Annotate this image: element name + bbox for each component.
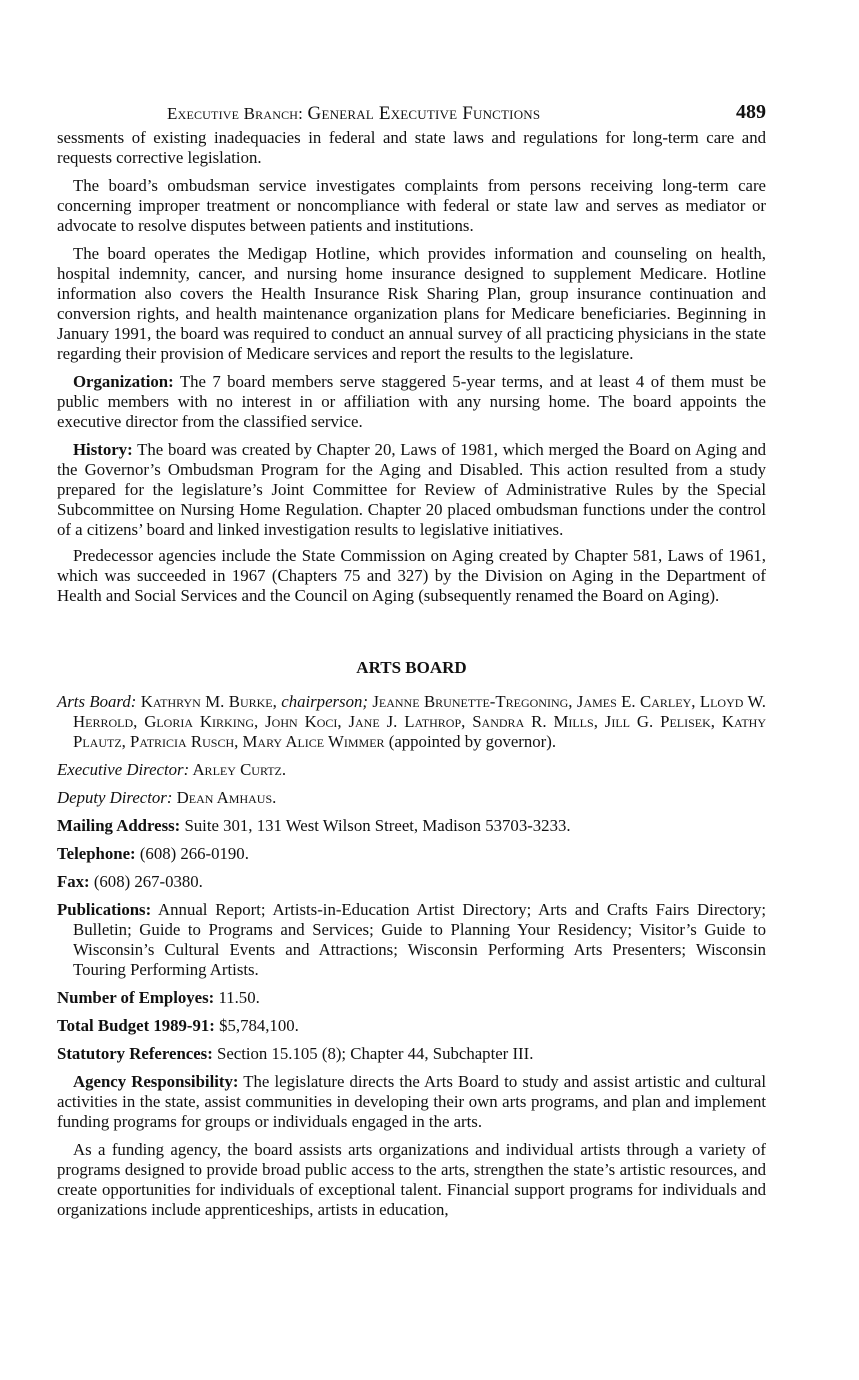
deputy-director-label: Deputy Director: [57, 788, 173, 807]
paragraph-predecessor: Predecessor agencies include the State Commission on Aging created by Chapter 581, Laws of 1961, which was succeeded in 1967 (Chapters 75 and 327) by the Division on Aging in the Department of Health and Social Services and the Council on Aging (subsequently renamed the Board on Aging). [57, 546, 766, 605]
employees-line [57, 988, 766, 1008]
running-header [57, 98, 766, 128]
arts-board-chair-role: chairperson; [281, 692, 368, 711]
fax-value: (608) 267-0380. [89, 872, 203, 891]
employees-value: 11.50. [214, 988, 260, 1007]
employees-label: Number of Employes: [57, 988, 215, 1007]
statutory-references-line [57, 1044, 766, 1064]
section-heading-arts-board: ARTS BOARD [356, 658, 467, 677]
paragraph-history [57, 440, 766, 540]
deputy-director-name: Dean Amhaus. [172, 788, 277, 807]
budget-value: $5,784,100. [214, 1016, 299, 1035]
running-title [167, 104, 540, 124]
budget-label: Total Budget 1989-91: [57, 1016, 215, 1035]
page-number: 489 [736, 101, 766, 123]
running-title-part-b: General Executive Functions [307, 103, 541, 124]
arts-board-appointed-note: (appointed by governor). [384, 732, 557, 751]
telephone-line [57, 844, 766, 864]
publications-value: Annual Report; Artists-in-Education Artist Directory; Arts and Crafts Fairs Directory; Bulletin; Guide to Programs and Services; Guide to Planning Your Residency; Visitor’s Guide to Wisconsin’s Cultural Events and Attractions; Wisconsin Performing Arts Presenters; Wisconsin Touring Performing Artists. [73, 900, 766, 979]
publications-line [57, 900, 766, 980]
history-text: The board was created by Chapter 20, Laws of 1981, which merged the Board on Aging and the Governor’s Ombudsman Program for the Aging and Disabled. This action resulted from a study prepared for the legislature’s Joint Committee for Review of Administrative Rules by the Special Subcommittee on Nursing Home Regulation. Chapter 20 placed ombudsman functions under the control of a citizens’ board and linked investigation results to legislative initiatives. [57, 440, 766, 539]
paragraph-funding-agency: As a funding agency, the board assists arts organizations and individual artists through a variety of programs designed to provide broad public access to the arts, strengthen the state’s artistic resources, and create opportunities for individuals of exceptional talent. Financial support programs for individuals and organizations include apprenticeships, artists in education, [57, 1140, 766, 1219]
statutory-references-label: Statutory References: [57, 1044, 213, 1063]
mailing-address-label: Mailing Address: [57, 816, 181, 835]
mailing-address-value: Suite 301, 131 West Wilson Street, Madison 53703-3233. [180, 816, 571, 835]
organization-text: The 7 board members serve staggered 5-year terms, and at least 4 of them must be public members with no interest in or affiliation with any nursing home. The board appoints the executive director from the classified service. [57, 372, 766, 431]
publications-label: Publications: [57, 900, 152, 919]
history-label: History: [73, 440, 133, 459]
paragraph-agency-responsibility [57, 1072, 766, 1132]
budget-line [57, 1016, 766, 1036]
running-title-part-a: Executive Branch: [167, 104, 304, 123]
paragraph-ombudsman: The board’s ombudsman service investigates complaints from persons receiving long-term care concerning improper treatment or noncompliance with federal or state law and serves as mediator or advocate to resolve disputes between patients and institutions. [57, 176, 766, 235]
deputy-director-line [57, 788, 766, 808]
document-page [57, 98, 766, 1220]
telephone-value: (608) 266-0190. [135, 844, 249, 863]
agency-responsibility-text: The legislature directs the Arts Board to study and assist artistic and cultural activities in the state, assist communities in developing their own arts programs, and plan and implement funding programs for groups or individuals engaged in the arts. [57, 1072, 766, 1131]
statutory-references-value: Section 15.105 (8); Chapter 44, Subchapter III. [212, 1044, 534, 1063]
paragraph-organization [57, 372, 766, 432]
paragraph-medigap: The board operates the Medigap Hotline, which provides information and counseling on health, hospital indemnity, cancer, and nursing home insurance designed to supplement Medicare. Hotline information also covers the Health Insurance Risk Sharing Plan, group insurance continuation and conversion rights, and health maintenance organization plans for Medicare beneficiaries. Beginning in January 1991, the board was required to conduct an annual survey of all practicing physicians in the state regarding their provision of Medicare services and report the results to the legislature. [57, 244, 766, 363]
agency-responsibility-label: Agency Responsibility: [73, 1072, 239, 1091]
paragraph-continuation: sessments of existing inadequacies in federal and state laws and regulations for long-term care and requests corrective legislation. [57, 128, 766, 167]
fax-line [57, 872, 766, 892]
fax-label: Fax: [57, 872, 90, 891]
arts-board-label: Arts Board: [57, 692, 137, 711]
arts-board-members [57, 692, 766, 752]
telephone-label: Telephone: [57, 844, 136, 863]
mailing-address-line [57, 816, 766, 836]
executive-director-label: Executive Director: [57, 760, 190, 779]
arts-board-chair-name: Kathryn M. Burke, [136, 692, 282, 711]
arts-board-member-list: Jeanne Brunette-Tregoning, James E. Carley, Lloyd W. Herrold, Gloria Kirking, John Koci, Jane J. Lathrop, Sandra R. Mills, Jill G. Pelisek, Kathy Plautz, Patricia Rusch, Mary Alice Wimmer [73, 692, 767, 751]
executive-director-line [57, 760, 766, 780]
organization-label: Organization: [73, 372, 174, 391]
executive-director-name: Arley Curtz. [189, 760, 287, 779]
